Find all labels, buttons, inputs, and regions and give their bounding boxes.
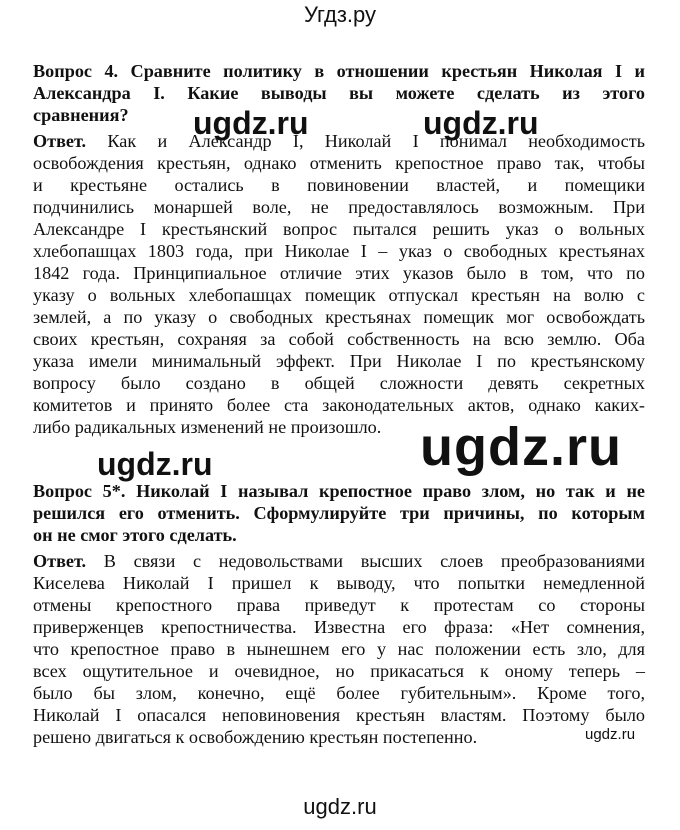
- watermark: ugdz.ru: [585, 726, 636, 743]
- answer-4-line: вопросу было создано в общей сложности девять секретных: [33, 373, 645, 393]
- answer-5-line: Ответ. В связи с недовольствами высших слоев преобразованиями: [33, 551, 645, 571]
- answer-5-line: было бы злом, конечно, ещё более губительным». Кроме того,: [33, 683, 645, 703]
- answer-4-line: хлебопашцах 1803 года, при Николае I – указ о свободных крестьянах: [33, 241, 645, 261]
- answer-4-line: 1842 года. Принципиальное отличие этих указов было в том, что по: [33, 263, 645, 283]
- answer-4-line: комитетов и принято более ста законодательных актов, однако каких-: [33, 395, 645, 415]
- site-header: Угдз.ру: [303, 2, 377, 27]
- answer-4-line: и крестьяне остались в повиновении властей, и помещики: [33, 175, 645, 195]
- answer-4-line: Ответ. Как и Александр I, Николай I понимал необходимость: [33, 131, 645, 151]
- question-5-line: решился его отменить. Сформулируйте три причины, по которым: [33, 503, 645, 523]
- answer-5-line: решено двигаться к освобождению крестьян постепенно.: [33, 727, 478, 747]
- answer-5-line: что крепостное право в нынешнем его у нас положении есть зло, для: [33, 639, 645, 659]
- answer-5-line: всех ощутительное и очевидное, но прикасаться к оному теперь –: [33, 661, 645, 681]
- site-footer: ugdz.ru: [303, 794, 377, 819]
- answer-5-line: приверженцев крепостничества. Известна его фраза: «Нет сомнения,: [33, 617, 645, 637]
- answer-4-line: подчинились монаршей воле, не предоставлялось возможным. При: [33, 197, 645, 217]
- watermark: ugdz.ru: [193, 105, 309, 141]
- answer-label: Ответ.: [33, 551, 87, 571]
- answer-5-line: Николай I опасался неповиновения крестьян властям. Поэтому было: [33, 705, 645, 725]
- answer-4-line: освобождения крестьян, однако отменить крепостное право так, чтобы: [33, 153, 645, 173]
- question-4-line: сравнения?: [33, 105, 129, 125]
- watermark: ugdz.ru: [423, 105, 539, 141]
- answer-4-line: указа имели минимальный эффект. При Николае I по крестьянскому: [33, 351, 645, 371]
- answer-4-line: либо радикальных изменений не произошло.: [33, 417, 382, 437]
- watermark: ugdz.ru: [420, 417, 622, 477]
- watermark: ugdz.ru: [97, 446, 213, 482]
- answer-label: Ответ.: [33, 131, 87, 151]
- question-4-line: Вопрос 4. Сравните политику в отношении крестьян Николая I и: [33, 61, 645, 81]
- answer-5-line: Киселева Николай I пришел к выводу, что попытки немедленной: [33, 573, 645, 593]
- question-5-line: он не смог этого сделать.: [33, 525, 237, 545]
- question-4-line: Александра I. Какие выводы вы можете сделать из этого: [33, 83, 645, 103]
- answer-4-line: Александре I крестьянский вопрос пытался решить указ о вольных: [33, 219, 645, 239]
- answer-4-line: землей, а по указу о свободных крестьянах помещик мог освобождать: [33, 307, 645, 327]
- answer-4-line: своих крестьян, сохраняя за собой собственность на всю землю. Оба: [33, 329, 645, 349]
- answer-5-line: отмены крепостного права приведут к протестам со стороны: [33, 595, 645, 615]
- question-5-line: Вопрос 5*. Николай I называл крепостное право злом, но так и не: [33, 481, 645, 501]
- answer-4-line: указу о вольных хлебопашцах помещик отпускал крестьян на волю с: [33, 285, 645, 305]
